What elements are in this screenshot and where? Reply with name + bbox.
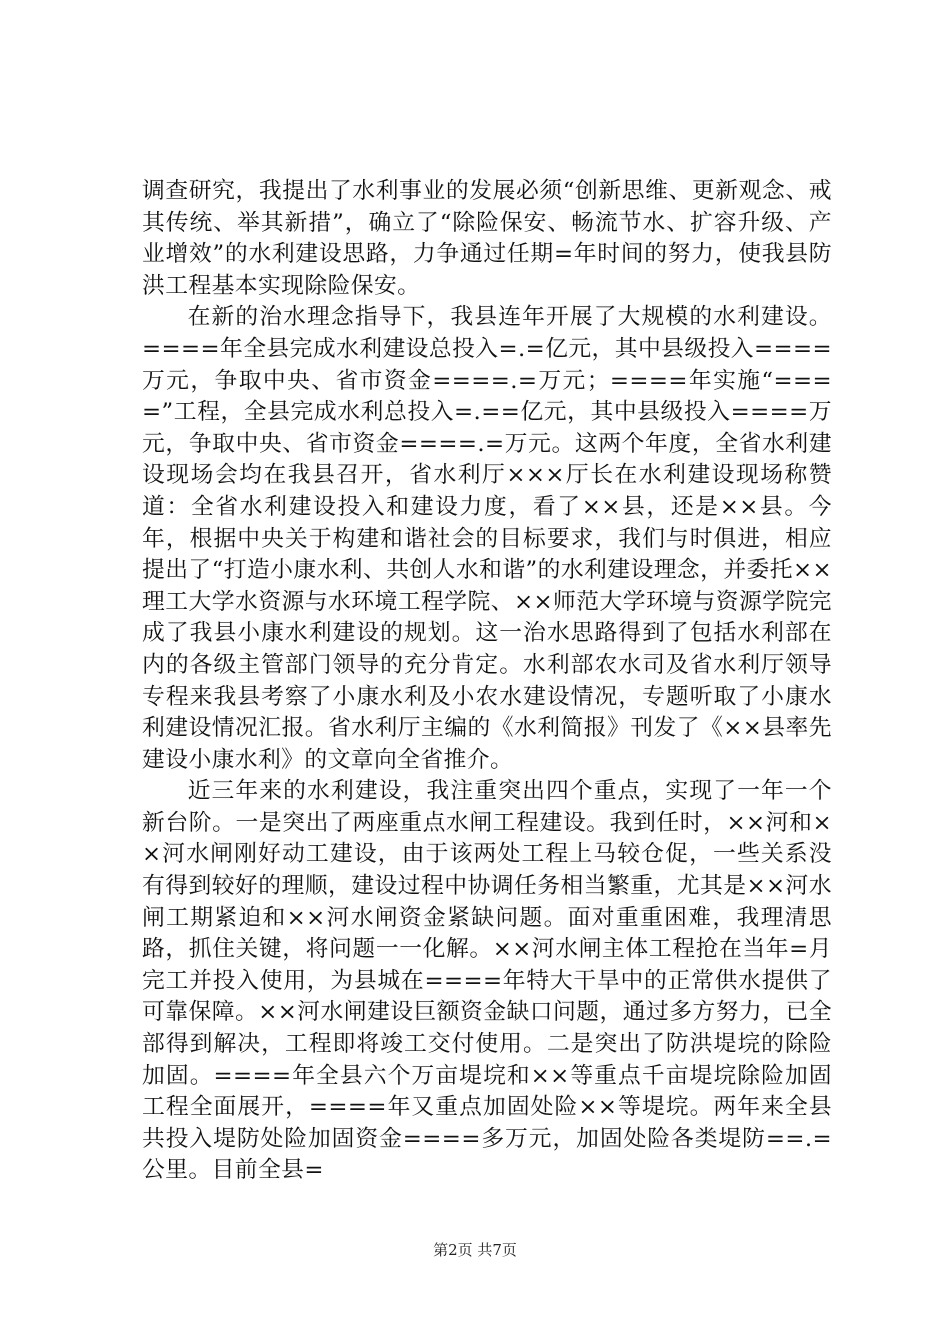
paragraph-water-conservancy-construction: 在新的治水理念指导下，我县连年开展了大规模的水利建设。====年全县完成水利建设总投入=.=亿元，其中县级投入====万元，争取中央、省市资金====.=万元；====年实施“====”工程，全县完成水利总投入=.==亿元，其中县级投入====万元，争取中央、省市资金====.=万元。这两个年度，全省水利建设现场会均在我县召开，省水利厅×××厅长在水利建设现场称赞道：全省水利建设投入和建设力度，看了××县，还是××县。今年，根据中央关于构建和谐社会的目标要求，我们与时俱进，相应提出了“打造小康水利、共创人水和谐”的水利建设理念，并委托××理工大学水资源与水环境工程学院、××师范大学环境与资源学院完成了我县小康水利建设的规划。这一治水思路得到了包括水利部在内的各级主管部门领导的充分肯定。水利部农水司及省水利厅领导专程来我县考察了小康水利及小农水建设情况，专题听取了小康水利建设情况汇报。省水利厅主编的《水利简报》刊发了《××县率先建设小康水利》的文章向全省推介。 [142,304,832,773]
paragraph-key-projects: 近三年来的水利建设，我注重突出四个重点，实现了一年一个新台阶。一是突出了两座重点水闸工程建设。我到任时，××河和××河水闸刚好动工建设，由于该两处工程上马较仓促，一些关系没有得到较好的理顺，建设过程中协调任务相当繁重，尤其是××河水闸工期紧迫和××河水闸资金紧缺问题。面对重重困难，我理清思路，抓住关键，将问题一一化解。××河水闸主体工程抢在当年=月完工并投入使用，为县城在====年特大干旱中的正常供水提供了可靠保障。××河水闸建设巨额资金缺口问题，通过多方努力，已全部得到解决，工程即将竣工交付使用。二是突出了防洪堤垸的除险加固。====年全县六个万亩堤垸和××等重点千亩堤垸除险加固工程全面展开，====年又重点加固处险××等堤垸。两年来全县共投入堤防处险加固资金====多万元，加固处险各类堤防==.=公里。目前全县= [142,778,832,1184]
page-footer: 第2页 共7页 [433,1241,517,1259]
paragraph-continued: 调查研究，我提出了水利事业的发展必须“创新思维、更新观念、戒其传统、举其新措”，确立了“除险保安、畅流节水、扩容升级、产业增效”的水利建设思路，力争通过任期=年时间的努力，使我县防洪工程基本实现除险保安。 [142,178,832,299]
document-body [142,176,832,1187]
